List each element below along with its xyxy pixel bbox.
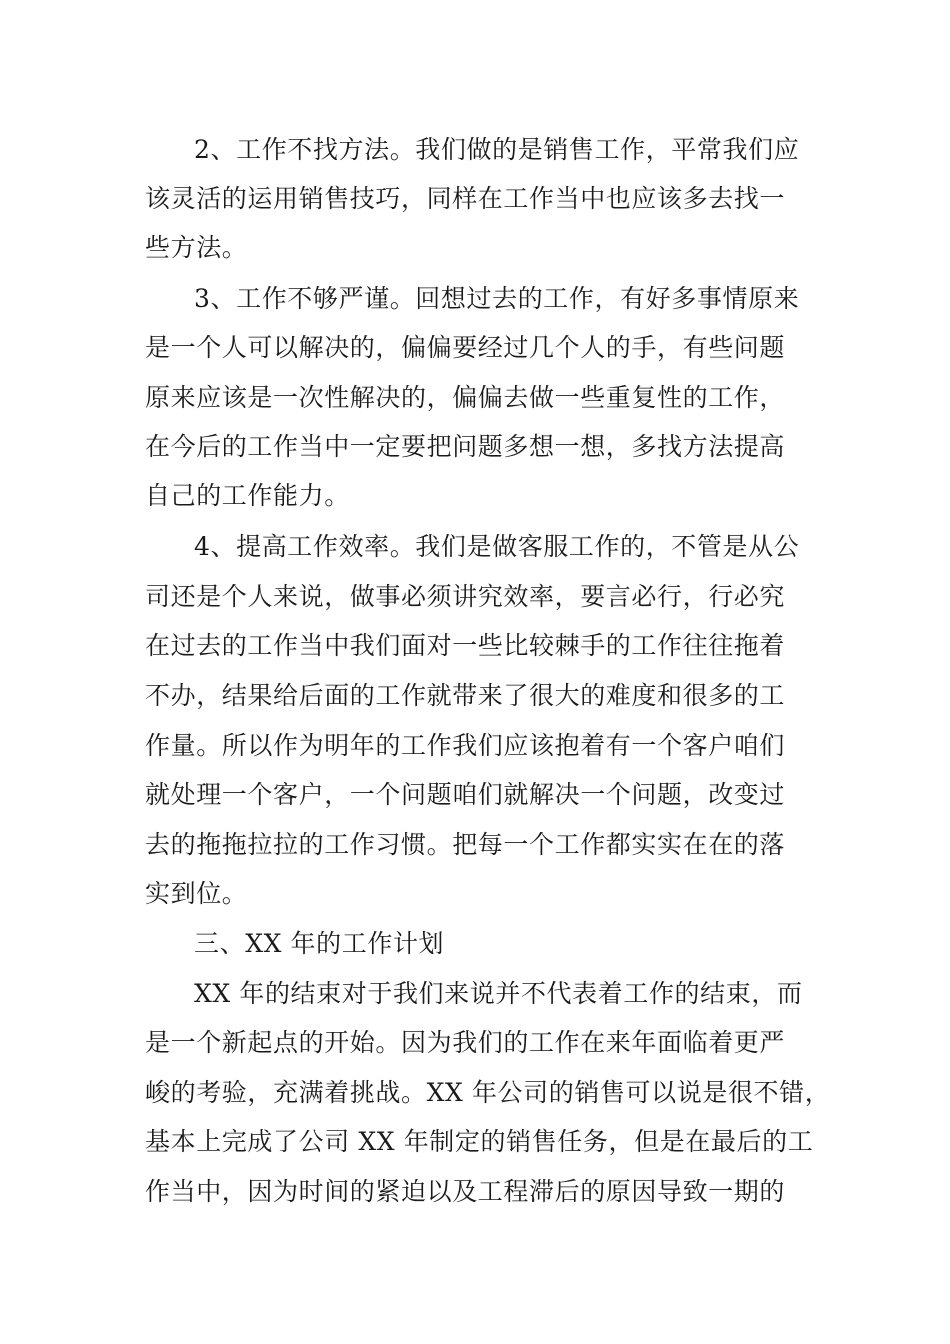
paragraph-line: 在过去的工作当中我们面对一些比较棘手的工作往往拖着 xyxy=(145,631,786,660)
paragraph-line: 司还是个人来说，做事必须讲究效率，要言必行，行必究 xyxy=(145,582,786,611)
paragraph-line: 在今后的工作当中一定要把问题多想一想，多找方法提高 xyxy=(145,432,786,461)
paragraph-line: 去的拖拖拉拉的工作习惯。把每一个工作都实实在在的落 xyxy=(145,830,786,859)
paragraph-line: 不办，结果给后面的工作就带来了很大的难度和很多的工 xyxy=(145,681,786,710)
paragraph-line: 该灵活的运用销售技巧，同样在工作当中也应该多去找一 xyxy=(145,184,786,213)
paragraph-line: 作当中，因为时间的紧迫以及工程滞后的原因导致一期的 xyxy=(145,1177,786,1206)
paragraph-line: 峻的考验，充满着挑战。XX 年公司的销售可以说是很不错， xyxy=(145,1078,831,1107)
paragraph-line: 2、工作不找方法。我们做的是销售工作，平常我们应 xyxy=(194,135,800,164)
paragraph-line: 作量。所以作为明年的工作我们应该抱着有一个客户咱们 xyxy=(145,731,786,760)
paragraph-line: 基本上完成了公司 XX 年制定的销售任务，但是在最后的工 xyxy=(145,1127,814,1156)
paragraph-line: 4、提高工作效率。我们是做客服工作的，不管是从公 xyxy=(194,532,800,561)
paragraph-line: 原来应该是一次性解决的，偏偏去做一些重复性的工作， xyxy=(145,383,786,412)
paragraph-line: 是一个新起点的开始。因为我们的工作在来年面临着更严 xyxy=(145,1028,786,1057)
paragraph-line: 实到位。 xyxy=(145,879,248,908)
paragraph-line: 是一个人可以解决的，偏偏要经过几个人的手，有些问题 xyxy=(145,333,786,362)
paragraph-line: 自己的工作能力。 xyxy=(145,481,350,510)
paragraph-line: 就处理一个客户，一个问题咱们就解决一个问题，改变过 xyxy=(145,780,786,809)
paragraph-line: XX 年的结束对于我们来说并不代表着工作的结束，而 xyxy=(194,979,803,1008)
paragraph-line: 些方法。 xyxy=(145,233,248,262)
section-heading: 三、XX 年的工作计划 xyxy=(194,929,445,958)
paragraph-line: 3、工作不够严谨。回想过去的工作，有好多事情原来 xyxy=(194,284,800,313)
